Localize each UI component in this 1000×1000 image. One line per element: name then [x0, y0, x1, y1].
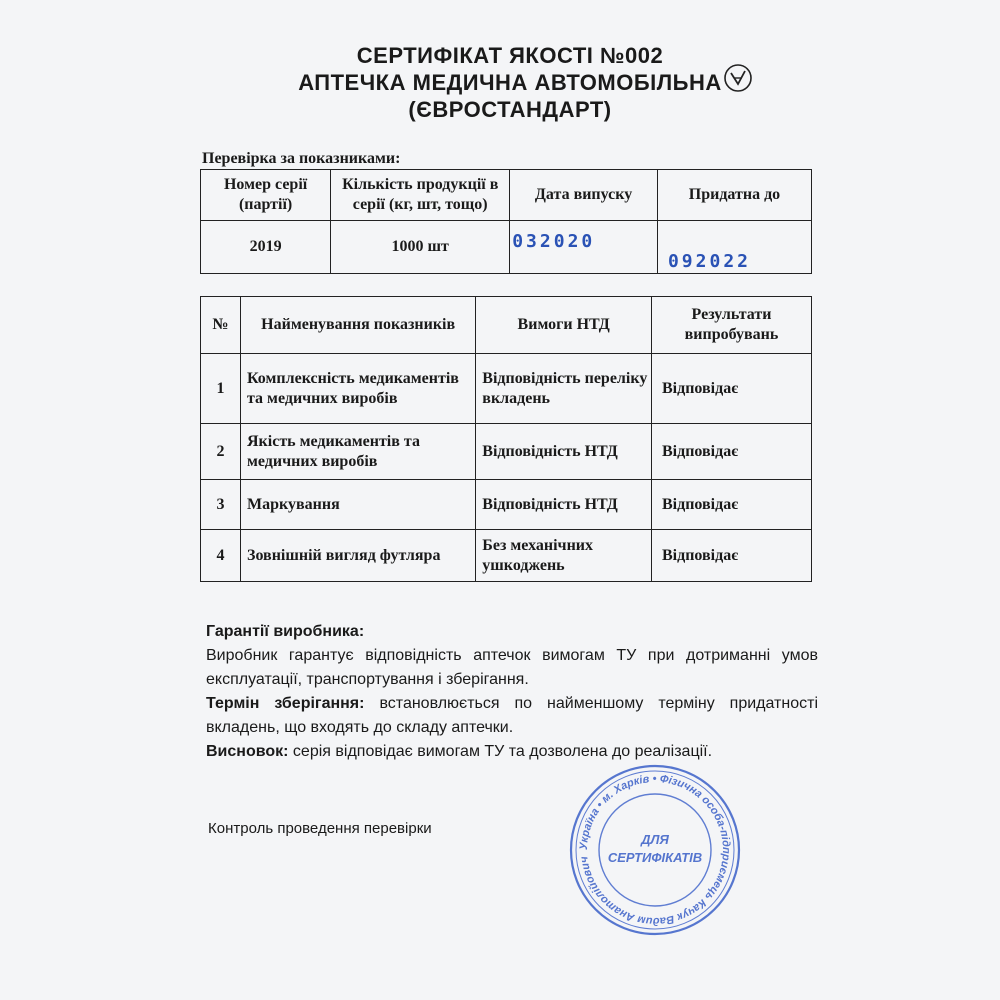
batch-section-label: Перевірка за показниками:	[202, 150, 401, 167]
row-result: Відповідає	[651, 354, 811, 424]
control-text: Контроль проведення перевірки	[208, 820, 432, 837]
header-requirement: Вимоги НТД	[476, 297, 652, 354]
header-series: Номер серії (партії)	[201, 170, 331, 221]
guarantees-block	[206, 620, 818, 764]
row-number: 2	[201, 424, 241, 480]
header-quantity: Кількість продукції в серії (кг, шт, тощо)	[331, 170, 510, 221]
header-result: Результати випробувань	[651, 297, 811, 354]
tests-table	[200, 296, 812, 582]
row-result: Відповідає	[651, 530, 811, 582]
seal-center-line2: СЕРТИФІКАТІВ	[607, 850, 703, 865]
guarantees-heading: Гарантії виробника:	[206, 623, 365, 640]
row-number: 1	[201, 354, 241, 424]
valid-until-value: 092022	[667, 251, 751, 272]
conclusion-label: Висновок:	[206, 743, 289, 760]
row-requirement: Відповідність переліку вкладень	[476, 354, 652, 424]
batch-table	[200, 169, 812, 274]
series-value: 2019	[201, 221, 331, 274]
seal-center-line1: ДЛЯ	[641, 832, 669, 847]
table-row	[201, 354, 812, 424]
row-number: 4	[201, 530, 241, 582]
valid-until-cell	[657, 221, 811, 274]
tests-header-row	[201, 297, 812, 354]
release-date-cell	[510, 221, 658, 274]
product-subtitle: (ЄВРОСТАНДАРТ)	[408, 97, 612, 122]
storage-text: встановлюється по найменшому терміну придатності вкладень, що входять до складу аптечки.	[206, 695, 819, 736]
row-requirement: Без механічних ушкоджень	[476, 530, 652, 582]
table-row	[201, 480, 812, 530]
seal-ring-text: Україна • м. Харків • Фізична особа-підприємець Качук Вадим Анатолійович	[577, 772, 733, 928]
table-row	[201, 424, 812, 480]
row-indicator: Маркування	[241, 480, 476, 530]
header-number: №	[201, 297, 241, 354]
row-number: 3	[201, 480, 241, 530]
certificate-title: СЕРТИФІКАТ ЯКОСТІ №002	[356, 43, 664, 68]
row-result: Відповідає	[651, 480, 811, 530]
row-indicator: Зовнішній вигляд футляра	[241, 530, 476, 582]
company-seal	[565, 760, 745, 940]
header-release-date: Дата випуску	[510, 170, 658, 221]
guarantees-text: Виробник гарантує відповідність аптечок вимогам ТУ при дотриманні умов експлуатації, транспортування і зберігання.	[206, 647, 818, 688]
conclusion-text: серія відповідає вимогам ТУ та дозволена до реалізації.	[292, 743, 713, 760]
table-row	[201, 530, 812, 582]
quantity-value: 1000 шт	[331, 221, 510, 274]
row-indicator: Якість медикаментів та медичних виробів	[241, 424, 476, 480]
row-result: Відповідає	[651, 424, 811, 480]
row-requirement: Відповідність НТД	[476, 480, 652, 530]
header-valid-until: Придатна до	[657, 170, 811, 221]
batch-data-row	[201, 221, 812, 274]
release-date-value: 032020	[512, 231, 596, 252]
header-indicator: Найменування показників	[241, 297, 476, 354]
product-title: АПТЕЧКА МЕДИЧНА АВТОМОБІЛЬНА	[298, 70, 722, 95]
row-indicator: Комплексність медикаментів та медичних виробів	[241, 354, 476, 424]
batch-header-row	[201, 170, 812, 221]
row-requirement: Відповідність НТД	[476, 424, 652, 480]
storage-label: Термін зберігання:	[206, 695, 365, 712]
quality-mark-icon	[722, 62, 754, 94]
